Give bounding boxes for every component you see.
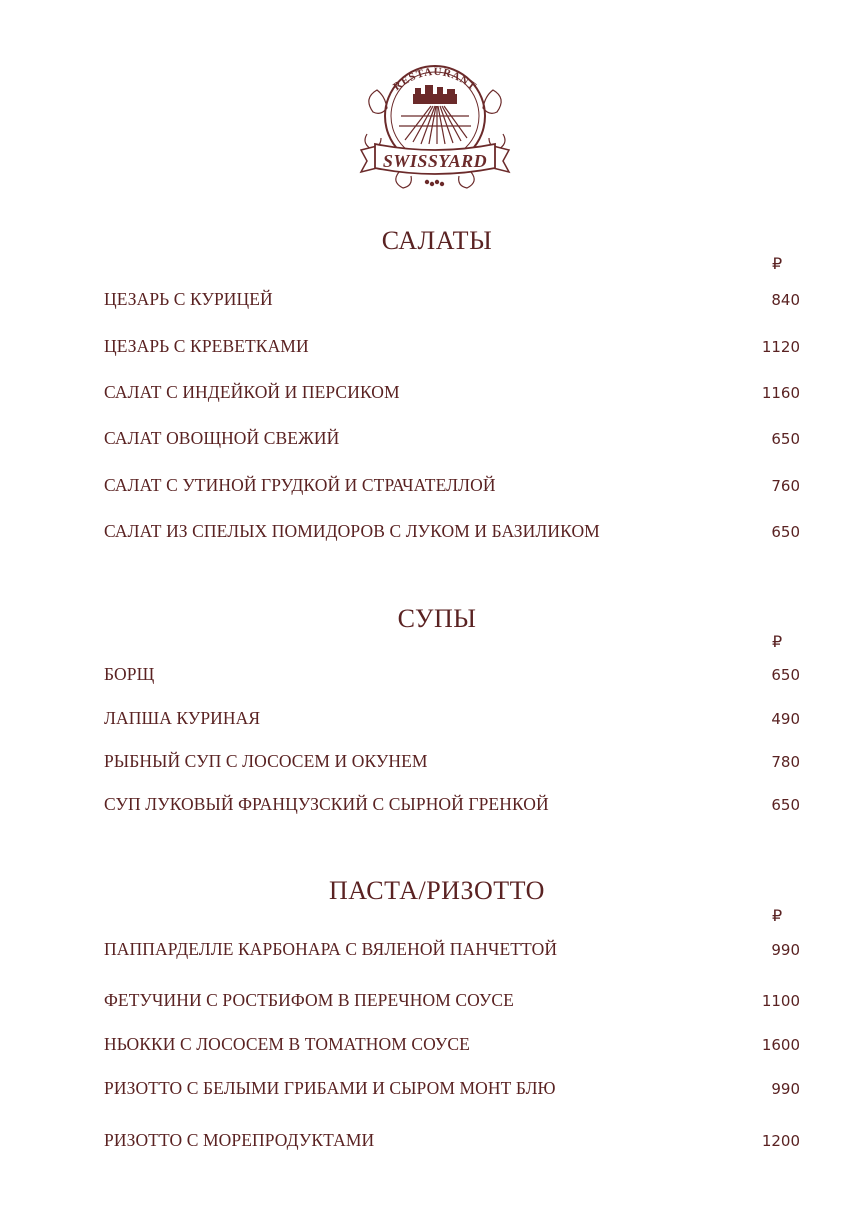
menu-item bbox=[104, 336, 800, 360]
menu-item-price: 1200 bbox=[761, 1132, 800, 1150]
menu-item bbox=[104, 1130, 800, 1154]
currency-symbol: ₽ bbox=[772, 632, 783, 651]
menu-item-price: 760 bbox=[771, 477, 800, 495]
section-title: СУПЫ bbox=[397, 604, 477, 633]
menu-item bbox=[104, 1034, 800, 1058]
menu-item-price: 1100 bbox=[761, 992, 800, 1010]
menu-item bbox=[104, 939, 800, 963]
menu-item bbox=[104, 382, 800, 406]
menu-item bbox=[104, 664, 800, 688]
menu-item-price: 650 bbox=[771, 430, 800, 448]
menu-item-name: САЛАТ ИЗ СПЕЛЫХ ПОМИДОРОВ С ЛУКОМ И БАЗИЛИКОМ bbox=[104, 521, 600, 541]
menu-item-name: ПАППАРДЕЛЛЕ КАРБОНАРА С ВЯЛЕНОЙ ПАНЧЕТТОЙ bbox=[104, 939, 558, 959]
menu-item bbox=[104, 289, 800, 313]
restaurant-logo-emblem bbox=[355, 54, 515, 192]
menu-item bbox=[104, 475, 800, 499]
menu-item-name: ЦЕЗАРЬ С КРЕВЕТКАМИ bbox=[104, 336, 309, 356]
menu-item-name: ЦЕЗАРЬ С КУРИЦЕЙ bbox=[104, 289, 273, 309]
restaurant-logo bbox=[355, 54, 515, 192]
menu-item bbox=[104, 751, 800, 775]
menu-item bbox=[104, 521, 800, 545]
menu-item-name: САЛАТ ОВОЩНОЙ СВЕЖИЙ bbox=[104, 428, 340, 448]
menu-item-price: 780 bbox=[771, 753, 800, 771]
menu-item-price: 650 bbox=[771, 523, 800, 541]
svg-text:RESTAURANT bbox=[391, 66, 479, 93]
menu-item-price: 990 bbox=[771, 941, 800, 959]
menu-item-name: САЛАТ С УТИНОЙ ГРУДКОЙ И СТРАЧАТЕЛЛОЙ bbox=[104, 475, 496, 495]
menu-item-name: РЫБНЫЙ СУП С ЛОСОСЕМ И ОКУНЕМ bbox=[104, 751, 428, 771]
section-title: САЛАТЫ bbox=[381, 226, 493, 255]
menu-item-name: ФЕТУЧИНИ С РОСТБИФОМ В ПЕРЕЧНОМ СОУСЕ bbox=[104, 990, 514, 1010]
menu-item-price: 990 bbox=[771, 1080, 800, 1098]
menu-item bbox=[104, 990, 800, 1014]
menu-item-name: НЬОККИ С ЛОСОСЕМ В ТОМАТНОМ СОУСЕ bbox=[104, 1034, 470, 1054]
menu-item-price: 1160 bbox=[761, 384, 800, 402]
menu-item-price: 1600 bbox=[761, 1036, 800, 1054]
menu-item-price: 840 bbox=[771, 291, 800, 309]
menu-item-price: 490 bbox=[771, 710, 800, 728]
currency-symbol: ₽ bbox=[772, 906, 783, 925]
menu-item-name: РИЗОТТО С БЕЛЫМИ ГРИБАМИ И СЫРОМ МОНТ БЛЮ bbox=[104, 1078, 556, 1098]
menu-item-price: 650 bbox=[771, 796, 800, 814]
menu-item-name: САЛАТ С ИНДЕЙКОЙ И ПЕРСИКОМ bbox=[104, 382, 400, 402]
menu-item-name: СУП ЛУКОВЫЙ ФРАНЦУЗСКИЙ С СЫРНОЙ ГРЕНКОЙ bbox=[104, 794, 549, 814]
section-title: ПАСТА/РИЗОТТО bbox=[329, 876, 545, 905]
logo-top-text: RESTAURANT bbox=[391, 65, 479, 94]
menu-item bbox=[104, 794, 800, 818]
logo-banner-text: SWISSYARD bbox=[382, 151, 488, 171]
menu-item-name: ЛАПША КУРИНАЯ bbox=[104, 708, 261, 728]
menu-item-name: БОРЩ bbox=[104, 664, 155, 684]
menu-item-name: РИЗОТТО С МОРЕПРОДУКТАМИ bbox=[104, 1130, 375, 1150]
menu-item bbox=[104, 708, 800, 732]
menu-item-price: 650 bbox=[771, 666, 800, 684]
currency-symbol: ₽ bbox=[772, 254, 783, 273]
menu-item bbox=[104, 1078, 800, 1102]
menu-item-price: 1120 bbox=[761, 338, 800, 356]
menu-item bbox=[104, 428, 800, 452]
